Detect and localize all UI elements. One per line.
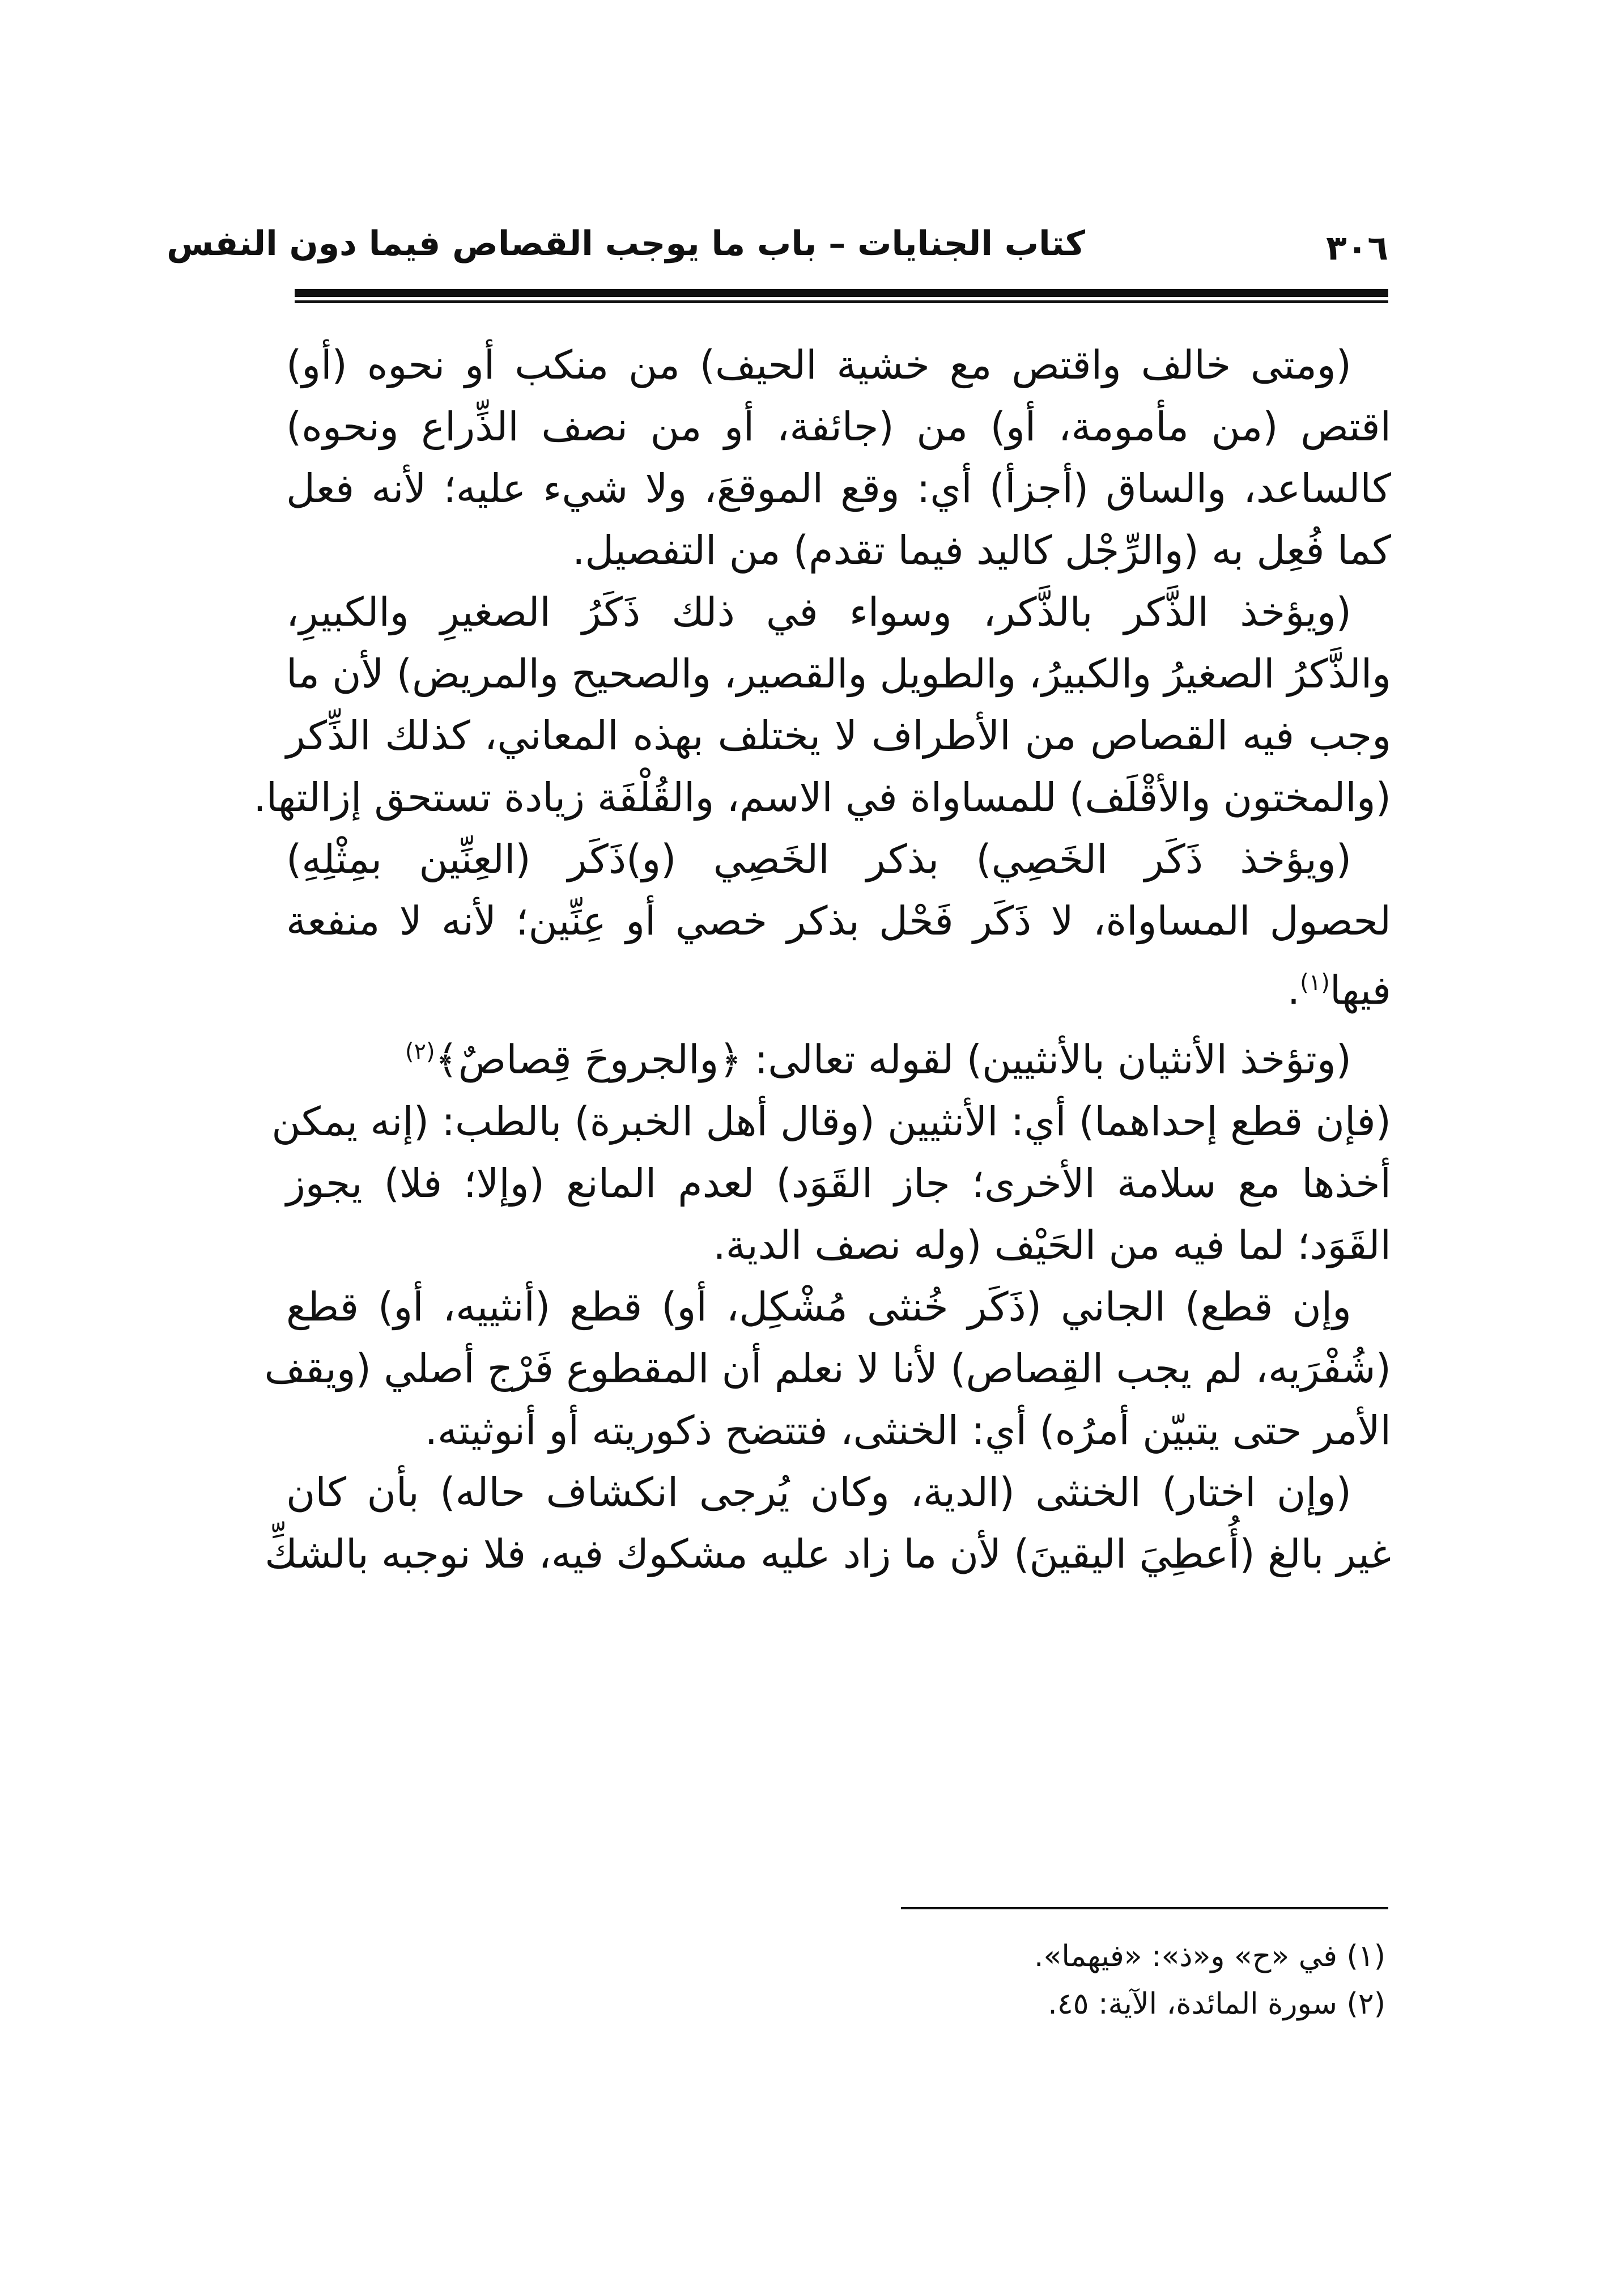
text-fragment: (وتؤخذ الأنثيان بالأنثيين) لقوله تعالى: ﴿والجروحَ قِصاصٌ﴾ <box>435 1036 1351 1083</box>
text-line: الأمر حتى يتبيّن أمرُه) أي: الخنثى، فتتضح ذكوريته أو أنوثيته. <box>424 1407 1391 1454</box>
text-line: (فإن قطع إحداهما) أي: الأنثيين (وقال أهل الخبرة) بالطب: (إنه يمكن <box>271 1098 1391 1145</box>
text-line: أخذها مع سلامة الأخرى؛ جاز القَوَد) لعدم المانع (وإلا؛ فلا) يجوز <box>286 1160 1391 1207</box>
text-line: (ومتى خالف واقتص مع خشية الحيف) من منكب أو نحوه (أو) <box>286 342 1351 388</box>
text-line: (شُفْرَيه، لم يجب القِصاص) لأنا لا نعلم أن المقطوع فَرْج أصلي (ويقف <box>264 1345 1391 1392</box>
footnote: (٢) سورة المائدة، الآية: ٤٥. <box>1048 1987 1385 2021</box>
text-line: اقتص (من مأمومة، أو) من (جائفة، أو من نصف الذِّراع ونحوه) <box>286 404 1391 450</box>
footnote-separator <box>901 1907 1388 1909</box>
text-line: القَوَد؛ لما فيه من الحَيْف (وله نصف الدية. <box>713 1221 1391 1268</box>
footnote: (١) في «ح» و«ذ»: «فيهما». <box>1034 1939 1385 1973</box>
footnotes <box>793 1933 1385 2028</box>
page-number: ٣٠٦ <box>1326 228 1388 268</box>
footnote-ref: (٢) <box>405 1039 435 1065</box>
text-line: (وإن اختار) الخنثى (الدية، وكان يُرجى انكشاف حاله) بأن كان <box>286 1468 1351 1515</box>
running-header <box>167 224 1388 281</box>
header-title: كتاب الجنايات – باب ما يوجب القصاص فيما دون النفس <box>167 224 1085 264</box>
text-line: وإن قطع) الجاني (ذَكَر خُنثى مُشْكِل، أو) قطع (أنثييه، أو) قطع <box>286 1283 1351 1330</box>
text-line: غير بالغ (أُعطِيَ اليقينَ) لأن ما زاد عليه مشكوك فيه، فلا نوجبه بالشكِّ <box>265 1530 1391 1577</box>
header-rule-thin <box>295 300 1388 303</box>
text-line: (والمختون والأقْلَف) للمساواة في الاسم، والقُلْفَة زيادة تستحق إزالتها. <box>253 774 1391 821</box>
text-line: وجب فيه القصاص من الأطراف لا يختلف بهذه المعاني، كذلك الذِّكر <box>286 712 1391 759</box>
text-line: (ويؤخذ الذَّكر بالذَّكر، وسواء في ذلك ذَكَرُ الصغيرِ والكبيرِ، <box>286 589 1351 635</box>
text-line-with-footnote <box>286 1021 1391 1090</box>
text-line: (ويؤخذ ذَكَر الخَصِي) بذكر الخَصِي (و)ذَكَر (العِنِّين بمِثْلِهِ) <box>286 836 1351 882</box>
text-line: والذَّكرُ الصغيرُ والكبيرُ، والطويل والقصير، والصحيح والمريض) لأن ما <box>286 651 1391 697</box>
text-line: كالساعد، والساق (أجزأ) أي: وقع الموقعَ، ولا شيء عليه؛ لأنه فعل <box>286 465 1391 512</box>
text-line: لحصول المساواة، لا ذَكَر فَحْل بذكر خصي أو عِنِّين؛ لأنه لا منفعة <box>286 898 1391 944</box>
header-rule-thick <box>295 289 1388 297</box>
text-fragment: فيها <box>1329 967 1391 1014</box>
text-line: كما فُعِل به (والرِّجْل كاليد فيما تقدم) من التفصيل. <box>572 527 1391 574</box>
main-text <box>253 334 1391 1585</box>
footnote-ref: (١) <box>1300 970 1330 996</box>
text-line-with-footnote: فيها$^{(١)}$. <box>1287 967 1391 1014</box>
